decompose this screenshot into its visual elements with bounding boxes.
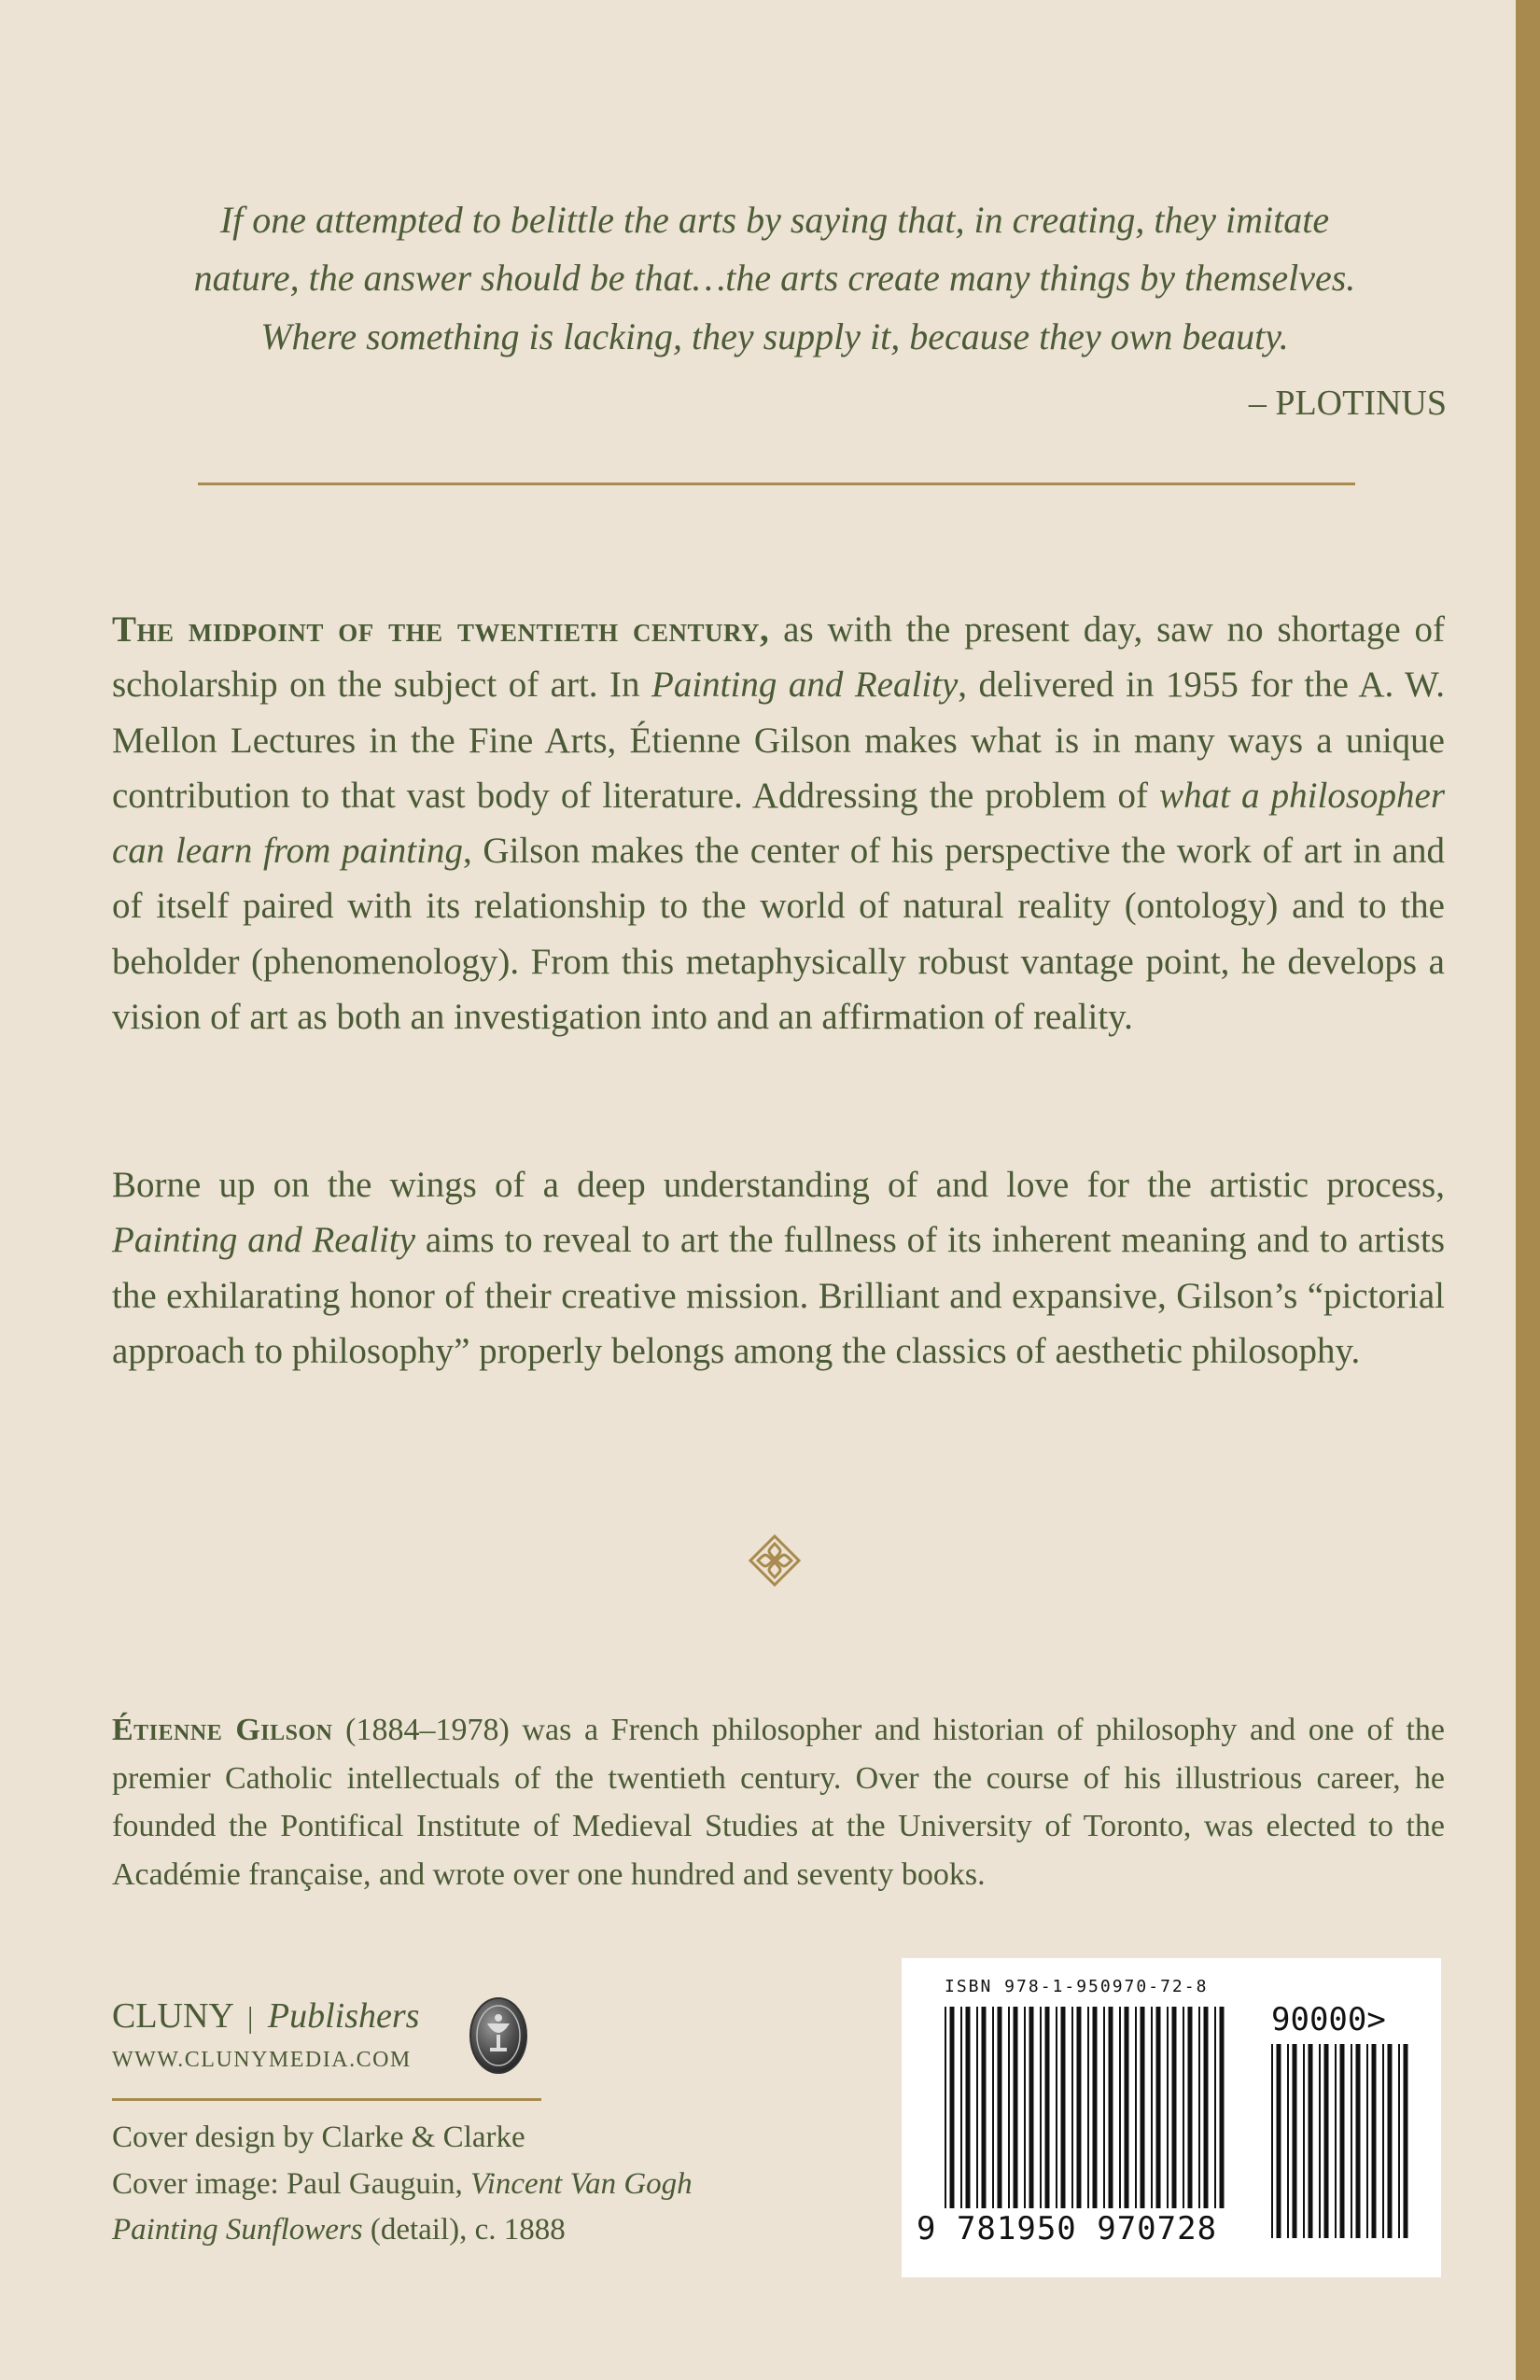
epigraph-attribution: – PLOTINUS bbox=[1248, 384, 1447, 423]
barcode-bar bbox=[1404, 2044, 1408, 2238]
paragraph-text: as with the present day, saw no shortage of scholarship on the subject of art. In bbox=[112, 609, 1445, 706]
barcode-bar bbox=[992, 2007, 994, 2208]
isbn-label: ISBN 978-1-950970-72-8 bbox=[945, 1977, 1209, 1996]
credit-text: (detail), c. 1888 bbox=[362, 2213, 566, 2247]
cover-design-credit: Cover design by Clarke & Clarke bbox=[112, 2121, 525, 2154]
book-title: Painting and Reality bbox=[651, 665, 959, 706]
barcode-bar bbox=[1045, 2007, 1050, 2208]
barcode-bar bbox=[1372, 2044, 1377, 2238]
barcode-bar bbox=[1077, 2007, 1082, 2208]
barcode-bar bbox=[960, 2007, 962, 2208]
cover-image-credit-cont bbox=[112, 2207, 765, 2254]
publisher-name-text: CLUNY bbox=[112, 1996, 233, 2036]
barcode-bar bbox=[1183, 2007, 1184, 2208]
cover-credits bbox=[112, 2115, 765, 2254]
lead-in-text: The midpoint of the twentieth century, bbox=[112, 609, 770, 650]
barcode-bar bbox=[998, 2007, 1002, 2208]
barcode-bar bbox=[1061, 2007, 1066, 2208]
barcode-bar bbox=[1188, 2007, 1193, 2208]
barcode-bar bbox=[1103, 2007, 1105, 2208]
description-paragraph-2 bbox=[112, 1157, 1445, 1379]
barcode-bar bbox=[1125, 2007, 1129, 2208]
quatrefoil-ornament-icon bbox=[747, 1533, 803, 1589]
book-title: Painting and Reality bbox=[112, 1220, 416, 1261]
emphasized-phrase: what a philosopher can learn from painting bbox=[112, 775, 1445, 872]
barcode-bar bbox=[1324, 2044, 1329, 2238]
paragraph-text: aims to reveal to art the fullness of its inherent meaning and to artists the exhilarating honor of their creative mission. Brilliant and expansive, Gilson’s “pictorial approach to philosophy” properly belongs among the classics of aesthetic philosophy. bbox=[112, 1220, 1445, 1371]
barcode-bar bbox=[1167, 2007, 1169, 2208]
addon-barcode-bars bbox=[1271, 2044, 1408, 2238]
artwork-title: Painting Sunflowers bbox=[112, 2213, 363, 2247]
barcode-bar bbox=[1040, 2007, 1042, 2208]
barcode-bar bbox=[1340, 2044, 1345, 2238]
barcode-bar bbox=[1008, 2007, 1010, 2208]
barcode-bar bbox=[1014, 2007, 1018, 2208]
divider-rule bbox=[198, 483, 1355, 485]
barcode-bar bbox=[1287, 2044, 1289, 2238]
epigraph-line: Where something is lacking, they supply it, because they own beauty. bbox=[260, 315, 1289, 357]
barcode-bar bbox=[1277, 2044, 1281, 2238]
price-code: 90000> bbox=[1271, 2001, 1386, 2038]
barcode-bar bbox=[1388, 2044, 1393, 2238]
barcode-bar bbox=[1156, 2007, 1161, 2208]
publisher-separator: | bbox=[246, 2000, 254, 2034]
publisher-divider bbox=[112, 2098, 541, 2101]
barcode-bar bbox=[1309, 2044, 1313, 2238]
barcode-bar bbox=[1109, 2007, 1113, 2208]
description-paragraph-1 bbox=[112, 602, 1445, 1044]
barcode-bar bbox=[1071, 2007, 1073, 2208]
barcode-bar bbox=[950, 2007, 955, 2208]
author-bio bbox=[112, 1706, 1445, 1899]
barcode-bar bbox=[1214, 2007, 1216, 2208]
publisher-suffix: Publishers bbox=[267, 1996, 420, 2036]
barcode-bar bbox=[1198, 2007, 1200, 2208]
barcode-digits: 9 781950 970728 bbox=[917, 2210, 1218, 2247]
main-barcode-bars bbox=[945, 2007, 1225, 2208]
barcode-bar bbox=[1029, 2007, 1034, 2208]
isbn-barcode bbox=[902, 1958, 1441, 2277]
barcode-bar bbox=[1093, 2007, 1098, 2208]
barcode-bar bbox=[1119, 2007, 1121, 2208]
barcode-bar bbox=[1356, 2044, 1361, 2238]
barcode-bar bbox=[1271, 2044, 1273, 2238]
barcode-bar bbox=[1293, 2044, 1297, 2238]
barcode-bar bbox=[1319, 2044, 1321, 2238]
barcode-bar bbox=[1056, 2007, 1057, 2208]
barcode-bar bbox=[1351, 2044, 1352, 2238]
barcode-bar bbox=[1382, 2044, 1384, 2238]
artwork-title: Vincent Van Gogh bbox=[470, 2166, 693, 2201]
chalice-seal-icon bbox=[467, 1995, 530, 2076]
epigraph-quote bbox=[93, 191, 1456, 366]
barcode-bar bbox=[1335, 2044, 1337, 2238]
epigraph-line: If one attempted to belittle the arts by saying that, in creating, they imitate bbox=[219, 199, 1330, 241]
barcode-bar bbox=[1220, 2007, 1225, 2208]
barcode-bar bbox=[1151, 2007, 1153, 2208]
paragraph-text: Borne up on the wings of a deep understanding of and love for the artistic process, bbox=[112, 1165, 1445, 1205]
bio-text: (1884–1978) was a French philosopher and historian of philosophy and one of the premier Catholic intellectuals of the twentieth century. Over the course of his illustrious career, he founded the Pontifical Institute of Medieval Studies at the University of Toronto, was elected to the Académie française, and wrote over one hundred and seventy books. bbox=[112, 1713, 1445, 1893]
barcode-bar bbox=[1398, 2044, 1400, 2238]
cover-image-credit bbox=[112, 2162, 765, 2208]
barcode-bar bbox=[1172, 2007, 1177, 2208]
credit-text: Cover image: Paul Gauguin, bbox=[112, 2166, 471, 2201]
paragraph-text: , delivered in 1955 for the A. W. Mellon Lectures in the Fine Arts, Étienne Gilson makes what is in many ways a unique contribution to that vast body of literature. Addressing the problem of bbox=[112, 665, 1445, 816]
barcode-bar bbox=[982, 2007, 987, 2208]
author-name: Étienne Gilson bbox=[112, 1713, 333, 1747]
spine-strip bbox=[1516, 0, 1540, 2380]
publisher-url: WWW.CLUNYMEDIA.COM bbox=[112, 2048, 412, 2072]
barcode-bar bbox=[1135, 2007, 1137, 2208]
barcode-bar bbox=[1204, 2007, 1209, 2208]
paragraph-text: , Gilson makes the center of his perspective the work of art in and of itself paired with its relationship to the world of natural reality (ontology) and to the beholder (phenomenology). From this metaphysically robust vantage point, he develops a vision of art as both an investigation into and an affirmation of reality. bbox=[112, 831, 1445, 1037]
barcode-bar bbox=[1141, 2007, 1145, 2208]
barcode-bar bbox=[1366, 2044, 1368, 2238]
barcode-bar bbox=[1024, 2007, 1026, 2208]
epigraph-line: nature, the answer should be that…the arts create many things by themselves. bbox=[193, 257, 1356, 300]
barcode-bar bbox=[945, 2007, 946, 2208]
barcode-bar bbox=[966, 2007, 971, 2208]
barcode-bar bbox=[976, 2007, 978, 2208]
barcode-bar bbox=[1087, 2007, 1089, 2208]
barcode-bar bbox=[1303, 2044, 1305, 2238]
